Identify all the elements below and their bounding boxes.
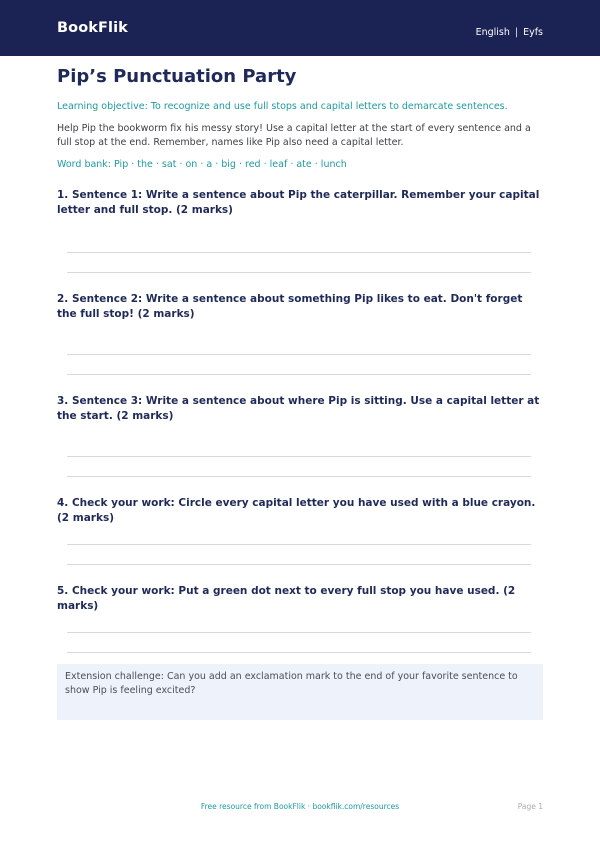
question-text: 4. Check your work: Circle every capital letter you have used with a blue crayon. (2 marks) xyxy=(57,497,536,524)
word-bank: Word bank: Pip · the · sat · on · a · big · red · leaf · ate · lunch xyxy=(57,159,347,170)
instructions-text: Help Pip the bookworm fix his messy story! Use a capital letter at the start of every sentence and a full stop at the end. Remember, names like Pip also need a capital letter. xyxy=(57,123,531,148)
question-5 xyxy=(57,584,543,614)
answer-line[interactable] xyxy=(67,456,531,457)
answer-line[interactable] xyxy=(67,374,531,375)
question-text: 1. Sentence 1: Write a sentence about Pip the caterpillar. Remember your capital letter and full stop. (2 marks) xyxy=(57,189,540,216)
learning-objective: Learning objective: To recognize and use full stops and capital letters to demarcate sentences. xyxy=(57,101,508,112)
question-4 xyxy=(57,496,543,526)
header-separator: | xyxy=(514,27,519,38)
page-number: Page 1 xyxy=(517,802,543,811)
question-3 xyxy=(57,394,543,424)
answer-line[interactable] xyxy=(67,272,531,273)
answer-line[interactable] xyxy=(67,544,531,545)
question-text: 3. Sentence 3: Write a sentence about where Pip is sitting. Use a capital letter at the start. (2 marks) xyxy=(57,395,540,422)
extension-challenge: Extension challenge: Can you add an exclamation mark to the end of your favorite sentence to show Pip is feeling excited? xyxy=(57,664,543,720)
question-text: 2. Sentence 2: Write a sentence about something Pip likes to eat. Don't forget the full stop! (2 marks) xyxy=(57,293,523,320)
answer-line[interactable] xyxy=(67,252,531,253)
question-1 xyxy=(57,188,543,218)
level-label: Eyfs xyxy=(523,27,543,38)
brand-logo[interactable]: BookFlik xyxy=(57,20,128,36)
answer-line[interactable] xyxy=(67,632,531,633)
header-meta xyxy=(476,27,543,38)
worksheet-intro xyxy=(57,66,543,172)
answer-line[interactable] xyxy=(67,476,531,477)
answer-line[interactable] xyxy=(67,652,531,653)
question-2 xyxy=(57,292,543,322)
language-label[interactable]: English xyxy=(475,27,510,38)
page-header xyxy=(0,0,600,56)
answer-line[interactable] xyxy=(67,354,531,355)
question-text: 5. Check your work: Put a green dot next to every full stop you have used. (2 marks) xyxy=(57,585,516,612)
footer-credit[interactable]: Free resource from BookFlik · bookflik.com/resources xyxy=(200,802,400,811)
answer-line[interactable] xyxy=(67,564,531,565)
page-title: Pip’s Punctuation Party xyxy=(57,66,297,87)
